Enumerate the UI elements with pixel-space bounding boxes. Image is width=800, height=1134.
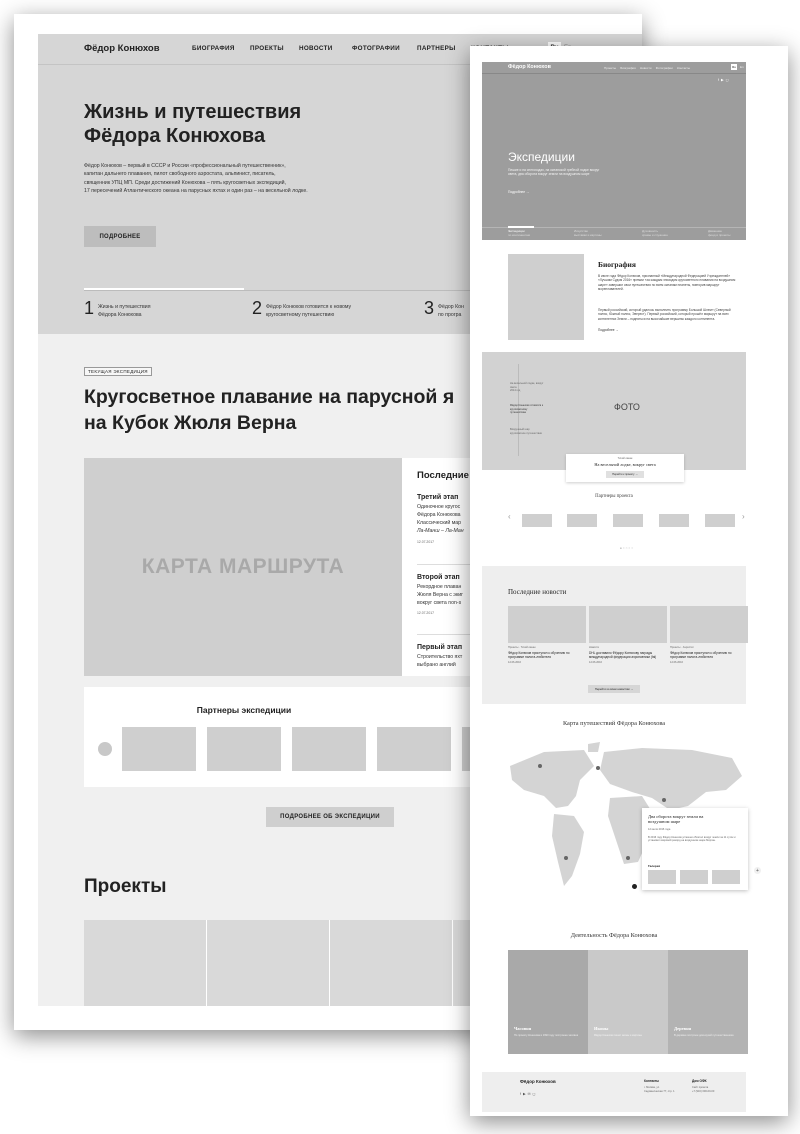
inner-nav-item[interactable]: Биография: [620, 66, 636, 70]
inner-hero-title: Экспедиции: [508, 150, 575, 164]
partners-pagination-dots[interactable]: ●○○○○: [620, 546, 635, 550]
world-map: [492, 736, 762, 912]
hero-title: Жизнь и путешествия Фёдора Конюхова: [84, 101, 302, 147]
partners-prev-arrow[interactable]: [98, 742, 112, 756]
photo-caption-card: Тихий океан На весельной лодке, вокруг света Перейти к проекту →: [566, 454, 684, 482]
partner-logo[interactable]: [613, 514, 643, 527]
news-item[interactable]: Первый этап Строительство яхт выбрано англий: [417, 644, 463, 668]
partners-prev-icon[interactable]: ‹: [508, 512, 511, 521]
photo-section: [482, 352, 746, 470]
route-map-label: КАРТА МАРШРУТА: [141, 555, 345, 578]
news-card-image: [589, 606, 667, 643]
inner-hero-link[interactable]: Подробнее →: [508, 190, 530, 194]
inner-header: [482, 62, 746, 74]
hero-description: Фёдор Конюхов – первый в СССР и России «профессиональный путешественник», капитан дальнего плавания, пилот свободного аэростата, альпинист, писатель, священник УПЦ МП. Среди достижений Конюхова – пять кругосветных экспедиций, 17 пересечений Атлантического океана на парусных яхтах и один раз – на весельной лодке.: [84, 163, 308, 194]
map-zoom-icon[interactable]: +: [754, 867, 761, 874]
footer-logo[interactable]: Фёдор Конюхов: [520, 1079, 556, 1084]
photo-list-item[interactable]: На весельной лодке, вокруг света 2014 год: [510, 382, 544, 393]
news-item[interactable]: Третий этап Одиночное кругос Фёдора Конюхова Классический мар Ла-Манш – Ла-Ман 12.07.2017: [417, 494, 464, 544]
photo-list-item-active[interactable]: Фёдор Конюхов готовится к кругосветному путешествию: [510, 404, 544, 415]
inner-footer: [482, 1072, 746, 1112]
project-card[interactable]: [84, 920, 207, 1006]
bio-title: Биография: [598, 260, 636, 269]
map-pin-active-icon[interactable]: [632, 884, 637, 889]
inner-page-mockup: [470, 46, 788, 1116]
hero-tab[interactable]: Духовность храмы и служение: [642, 229, 668, 237]
hero-tab-active-bar: [508, 226, 534, 228]
activity-card[interactable]: Часовня По проекту Конюхова в 1990 году построена часовня: [508, 950, 588, 1054]
news-divider: [417, 634, 477, 635]
partner-logo[interactable]: [122, 727, 196, 771]
map-popup-thumb[interactable]: [648, 870, 676, 884]
inner-lang-en[interactable]: En: [740, 65, 744, 69]
map-pin-icon[interactable]: [626, 856, 630, 860]
nav-item-partners[interactable]: ПАРТНЕРЫ: [417, 45, 456, 52]
nav-item-photos[interactable]: ФОТОГРАФИИ: [352, 45, 400, 52]
instagram-icon[interactable]: ◻: [725, 78, 729, 82]
partners-title: Партнеры экспедиции: [196, 705, 292, 715]
news-card[interactable]: Новости DHL доставило Фёдору Конюхову награды международной федерации аэронавтики (fai) 12.06.2016: [589, 606, 667, 664]
hero-tab[interactable]: Искусство выставки и картины: [574, 229, 602, 237]
map-pin-icon[interactable]: [564, 856, 568, 860]
inner-nav-item[interactable]: Новости: [639, 66, 652, 70]
hero-more-button[interactable]: ПОДРОБНЕЕ: [84, 226, 156, 247]
route-map-placeholder: [84, 458, 402, 676]
partner-logo[interactable]: [705, 514, 735, 527]
hero-tab[interactable]: Экспедиции по континентам: [508, 229, 530, 237]
map-pin-icon[interactable]: [538, 764, 542, 768]
projects-title: Проекты: [84, 876, 167, 897]
project-card[interactable]: [330, 920, 453, 1006]
activity-card[interactable]: Иконы Фёдор Конюхов пишет иконы и картины: [588, 950, 668, 1054]
activities-title: Деятельность Фёдора Конюхова: [570, 932, 658, 939]
project-card[interactable]: [207, 920, 330, 1006]
all-news-button[interactable]: Перейти ко всем новостям →: [588, 685, 640, 693]
inner-nav-item[interactable]: Контакты: [677, 66, 690, 70]
activities-grid: [508, 950, 748, 1054]
photo-list-item[interactable]: Воздушный шар кругосветное путешествие: [510, 428, 542, 435]
bio-para-1: В июле года Фёдор Конюхов, признанный «Международной Федерацией Учреждателей» «Лучшим Судом 2016» премии «за каждым эпизодом кругосветного плавания на воздушном шаре» завершил свои путешествия по всем океанам планеты, повторив маршрут мореплавателей.: [598, 274, 736, 291]
bio-more-link[interactable]: Подробнее →: [598, 328, 619, 332]
inner-lang-ru[interactable]: Ru: [732, 65, 736, 69]
partner-logo[interactable]: [292, 727, 366, 771]
inner-nav: [604, 66, 690, 70]
footer-dom-text: Сайт проекта +7 (916) 000-00-00: [692, 1086, 715, 1093]
youtube-icon[interactable]: ▶: [522, 1092, 526, 1096]
site-logo[interactable]: Фёдор Конюхов: [84, 43, 160, 54]
bio-photo-placeholder: [508, 254, 584, 340]
photo-label: ФОТО: [614, 402, 640, 412]
expedition-news-heading: Последние: [417, 470, 469, 481]
footer-social-icons: [520, 1092, 535, 1096]
partner-logo[interactable]: [522, 514, 552, 527]
map-popup-card: [642, 808, 748, 890]
map-popup-link[interactable]: Галерея: [648, 864, 661, 868]
expedition-title: Кругосветное плавание на парусной я на Кубок Жюля Верна: [84, 386, 455, 434]
inner-nav-item[interactable]: Проекты: [604, 66, 617, 70]
partner-logo[interactable]: [377, 727, 451, 771]
map-popup-title: Два оборота вокруг земли на воздушном шаре: [648, 814, 704, 825]
facebook-icon[interactable]: f: [520, 1092, 521, 1096]
nav-item-news[interactable]: НОВОСТИ: [299, 45, 333, 52]
map-pin-icon[interactable]: [662, 798, 666, 802]
photo-caption: На весельной лодке, вокруг света: [594, 462, 656, 467]
map-popup-date: 12 июля 2016 года: [648, 828, 671, 831]
project-partners-title: Партнеры проекта: [595, 494, 633, 499]
footer-contacts-text: г. Москва, ул. Садовническая 77, стр. 1: [644, 1086, 675, 1093]
instagram-icon[interactable]: ◻: [532, 1092, 536, 1096]
map-pin-icon[interactable]: [596, 766, 600, 770]
footer-contacts-title: Контакты: [644, 1079, 660, 1083]
nav-item-biography[interactable]: БИОГРАФИЯ: [192, 45, 235, 52]
partner-logo[interactable]: [567, 514, 597, 527]
news-title: Последние новости: [508, 588, 567, 596]
social-icons: [718, 78, 729, 82]
partner-logo[interactable]: [659, 514, 689, 527]
current-expedition-badge: ТЕКУЩАЯ ЭКСПЕДИЦИЯ: [84, 367, 152, 376]
map-popup-thumb[interactable]: [712, 870, 740, 884]
mail-icon[interactable]: ✉: [527, 1092, 531, 1096]
news-item[interactable]: Второй этап Рекордное плаван Жюля Верна с экиг вокруг света non-s 12.07.2017: [417, 574, 464, 615]
youtube-icon[interactable]: ▶: [720, 78, 724, 82]
partners-next-icon[interactable]: ›: [742, 512, 745, 521]
inner-hero: [482, 62, 746, 240]
inner-hero-desc: Пешие и на снегоходах, на океанской гребной лодке вокруг света, два оборота вокруг земли на воздушном шаре: [508, 168, 600, 177]
inner-logo[interactable]: Фёдор Конюхов: [508, 64, 551, 70]
news-card-image: [670, 606, 748, 643]
main-page-mockup: Фёдор Конюхов БИОГРАФИЯ ПРОЕКТЫ НОВОСТИ ФОТОГРАФИИ ПАРТНЕРЫ Жизнь и путешествия Фёдора Конюхова Фёдор Конюхов – первый в СССР и России «профессиональный путешественник», капитан дальнего плавания, пилот свободного аэростата, альпинист, писатель, священник УПЦ МП. Среди достижений Конюхова – пять кругосветных экспедиций, 17 пересечений Атлантического океана на парусных яхтах и один раз – на весельной лодке. ПОДРОБНЕЕ 1 Жизнь и путешествия Фёдора Конюхова 2 Фёдор Конюхов готовится к новому кругосветному путешествию 3 Фёдор Кон по програ ТЕКУЩАЯ ЭКСПЕДИЦИЯ Кругосветное плавание на парусной я на Кубок Жюля Верна КАРТА МАРШРУТА Последние Третий этап Одиночное кругос Фёдора Конюхова Классический мар Ла-Манш – Ла-Ман 12.07.2017 Второй этап Рекордное плаван Жюля Верна с экиг вокруг света non-s 12.07.2017 Первый этап Строительство яхт выбрано англий Партнеры экспедиции ПОДРОБНЕЕ ОБ ЭКСПЕДИЦИИ Проекты: [14, 14, 642, 1030]
bio-para-2: Первый российский, который удалось выполнить программу Большой Шлем» (Северный полюс, Южный полюс, Эверест). Первый российский, который прошёл маршрут на всех континентах Земли – подняться на высочайшие вершины каждого континента.: [598, 308, 731, 321]
expedition-more-button[interactable]: ПОДРОБНЕЕ ОБ ЭКСПЕДИЦИИ: [266, 807, 394, 827]
news-card[interactable]: Проекты · Аэростат Фёдор Конюхов приступил к обучению по программе пилота-любителя 12.06.2016: [670, 606, 748, 664]
news-section: [482, 566, 746, 704]
activity-card[interactable]: Деревня В деревне построен дом-музей путешественника: [668, 950, 748, 1054]
news-card[interactable]: Проекты · Тихий океан Фёдор Конюхов приступил к обучению по программе пилота-любителя 12.06.2016: [508, 606, 586, 664]
news-card-image: [508, 606, 586, 643]
map-popup-thumb[interactable]: [680, 870, 708, 884]
hero-tab[interactable]: Движение фонд и проекты: [708, 229, 731, 237]
facebook-icon[interactable]: f: [718, 78, 719, 82]
go-to-project-button[interactable]: Перейти к проекту →: [606, 471, 644, 478]
news-divider: [417, 564, 477, 565]
travel-map-title: Карта путешествий Фёдора Конюхова: [562, 720, 666, 727]
inner-nav-item[interactable]: Фотографии: [655, 66, 673, 70]
nav-item-projects[interactable]: ПРОЕКТЫ: [250, 45, 284, 52]
footer-dom-title: Дом ОФК: [692, 1079, 707, 1083]
map-popup-text: В 2016 году Фёдор Конюхов успешно облетел вокруг земли за 11 суток и установил мировой рекорд на воздушном шаре Морган.: [648, 836, 736, 843]
partner-logo[interactable]: [207, 727, 281, 771]
